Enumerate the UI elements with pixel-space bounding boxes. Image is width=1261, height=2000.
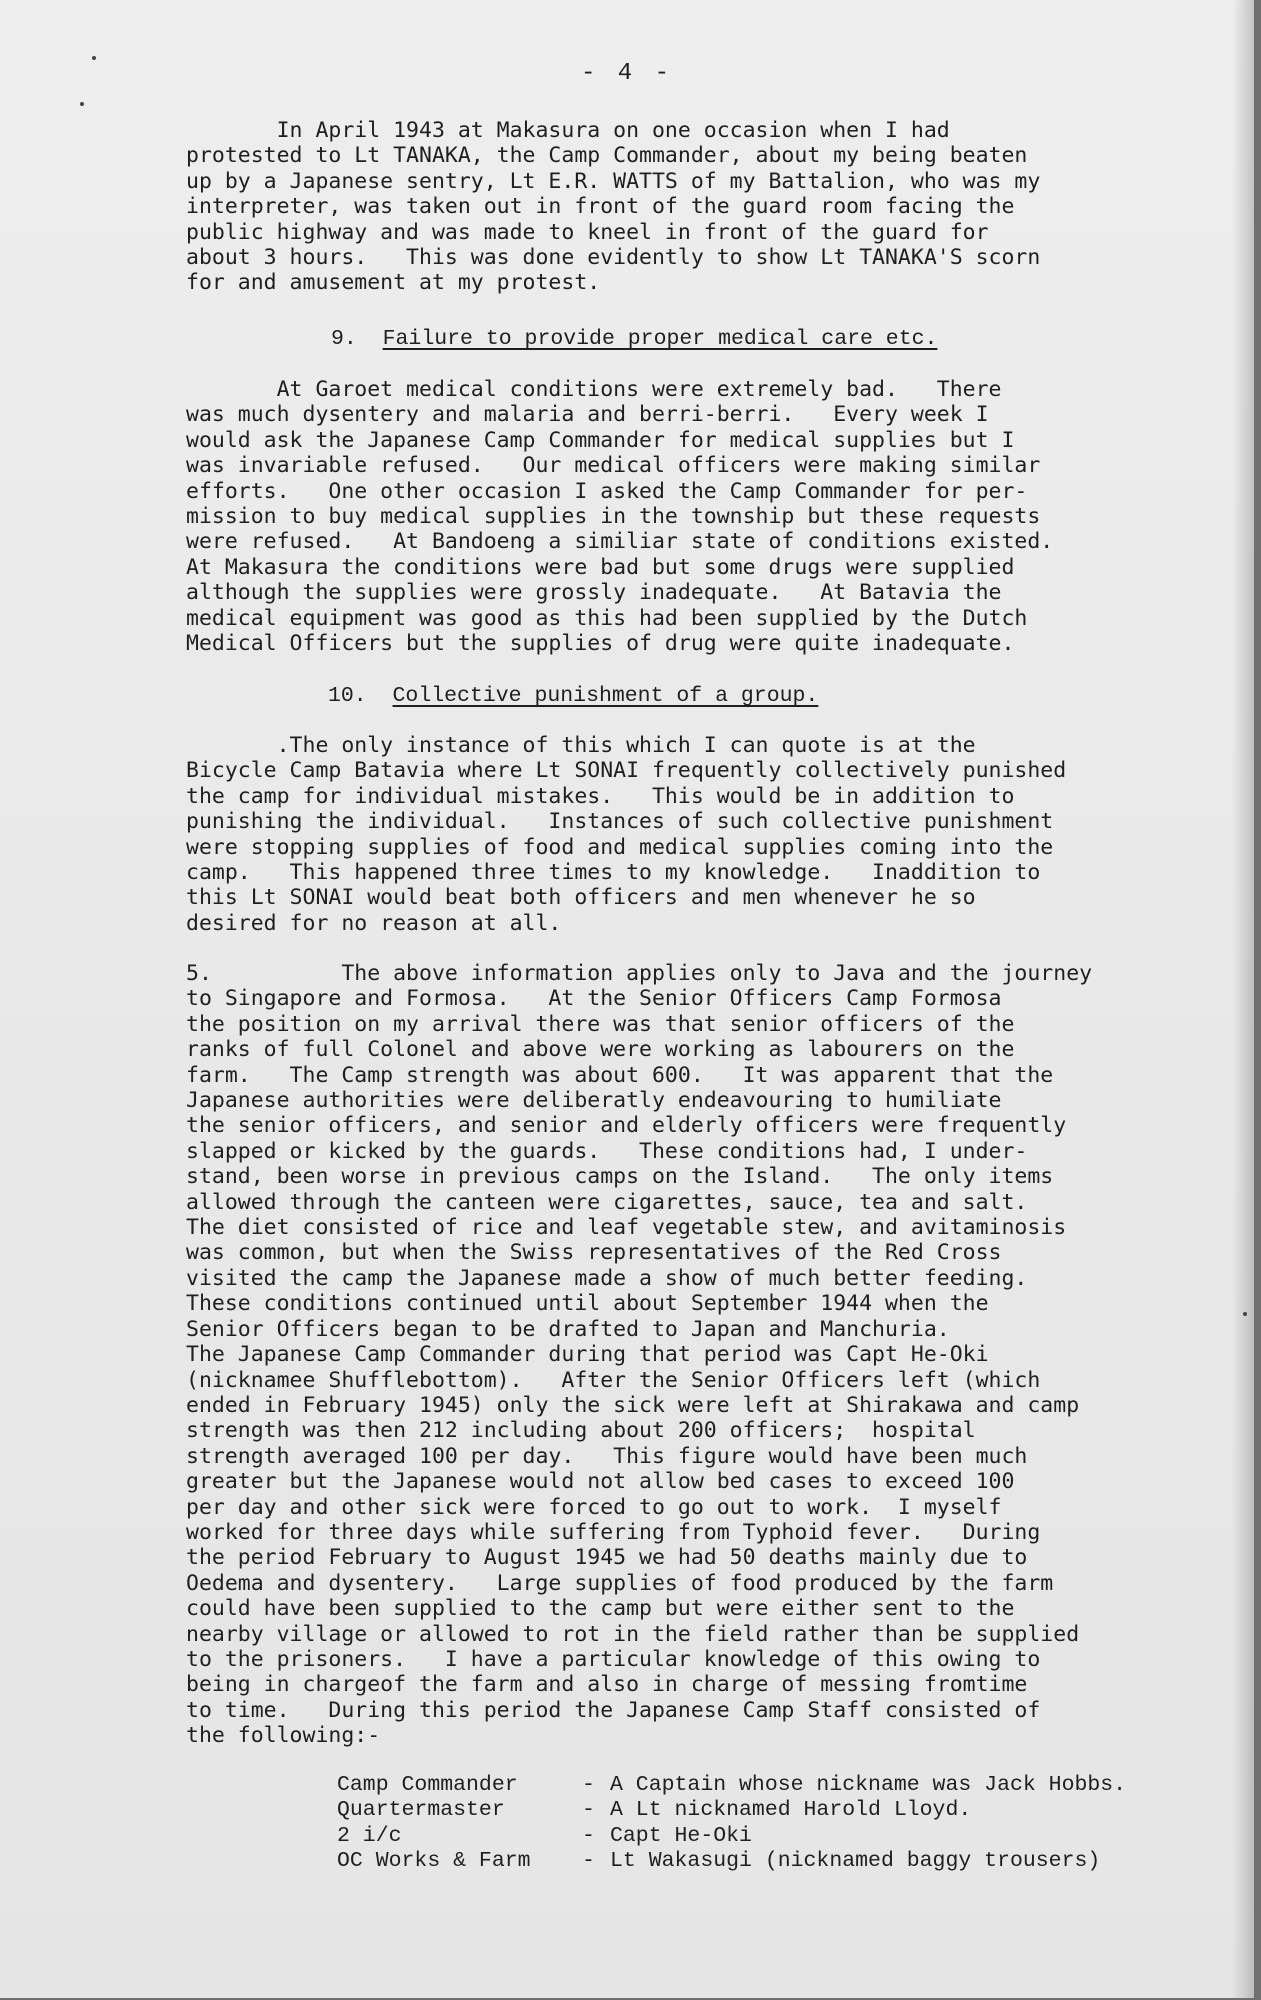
text-line: the camp for individual mistakes. This would be in addition to bbox=[186, 783, 1015, 809]
staff-row bbox=[337, 1798, 1126, 1823]
text-line: was common, but when the Swiss representatives of the Red Cross bbox=[186, 1240, 1002, 1266]
staff-row bbox=[337, 1824, 1126, 1849]
section-number: 10. bbox=[328, 684, 367, 708]
staff-separator: - bbox=[582, 1849, 595, 1874]
text-line: medical equipment was good as this had been supplied by the Dutch bbox=[186, 605, 1028, 631]
staff-row bbox=[337, 1773, 1126, 1798]
text-line: for and amusement at my protest. bbox=[186, 270, 601, 296]
staff-description: Capt He-Oki bbox=[610, 1823, 752, 1848]
text-line: to the prisoners. I have a particular knowledge of this owing to bbox=[186, 1646, 1041, 1672]
text-line: Bicycle Camp Batavia where Lt SONAI frequently collectively punished bbox=[186, 758, 1067, 784]
text-line: worked for three days while suffering from Typhoid fever. During bbox=[186, 1519, 1041, 1545]
text-line: would ask the Japanese Camp Commander for medical supplies but I bbox=[186, 427, 1015, 453]
paragraph-tanaka-incident bbox=[186, 118, 1246, 296]
text-line: could have been supplied to the camp but were either sent to the bbox=[186, 1596, 1015, 1622]
paragraph-medical-care bbox=[186, 377, 1246, 656]
paper-speck bbox=[80, 102, 84, 106]
text-line: At Makasura the conditions were bad but some drugs were supplied bbox=[186, 554, 1015, 580]
text-line: In April 1943 at Makasura on one occasion when I had bbox=[186, 118, 950, 143]
text-line: Senior Officers began to be drafted to Japan and Manchuria. bbox=[186, 1316, 950, 1342]
text-line: farm. The Camp strength was about 600. It was apparent that the bbox=[186, 1062, 1054, 1088]
text-line: the position on my arrival there was that senior officers of the bbox=[186, 1011, 1015, 1037]
text-line: efforts. One other occasion I asked the Camp Commander for per- bbox=[186, 478, 1028, 504]
text-line: punishing the individual. Instances of such collective punishment bbox=[186, 809, 1054, 835]
text-line: about 3 hours. This was done evidently to show Lt TANAKA'S scorn bbox=[186, 245, 1041, 271]
paper-speck bbox=[92, 56, 96, 60]
text-line: public highway and was made to kneel in front of the guard for bbox=[186, 219, 989, 245]
staff-description: A Lt nicknamed Harold Lloyd. bbox=[610, 1798, 972, 1823]
staff-description: Lt Wakasugi (nicknamed baggy trousers) bbox=[610, 1849, 1101, 1874]
text-line: (nicknamee Shufflebottom). After the Senior Officers left (which bbox=[186, 1367, 1041, 1393]
text-line: strength was then 212 including about 200 officers; hospital bbox=[186, 1418, 976, 1444]
text-line: desired for no reason at all. bbox=[186, 910, 562, 936]
text-line: to Singapore and Formosa. At the Senior Officers Camp Formosa bbox=[186, 986, 1002, 1012]
text-line: strength averaged 100 per day. This figure would have been much bbox=[186, 1443, 1028, 1469]
section-title: Collective punishment of a group. bbox=[392, 684, 819, 708]
text-line: mission to buy medical supplies in the township but these requests bbox=[186, 504, 1041, 530]
staff-role: Quartermaster bbox=[337, 1798, 505, 1823]
text-line: were refused. At Bandoeng a similiar state of conditions existed. bbox=[186, 529, 1054, 555]
text-line: was invariable refused. Our medical officers were making similar bbox=[186, 453, 1041, 479]
staff-separator: - bbox=[582, 1823, 595, 1848]
text-line: Japanese authorities were deliberatly endeavouring to humiliate bbox=[186, 1088, 1002, 1114]
page-number: - 4 - bbox=[580, 60, 673, 87]
paragraph-collective-punishment bbox=[186, 733, 1246, 936]
text-line: the period February to August 1945 we had 50 deaths mainly due to bbox=[186, 1545, 1028, 1571]
text-line: the senior officers, and senior and elderly officers were frequently bbox=[186, 1113, 1067, 1139]
text-line: although the supplies were grossly inadequate. At Batavia the bbox=[186, 580, 1002, 606]
text-line: was much dysentery and malaria and berri-berri. Every week I bbox=[186, 402, 989, 428]
text-line: allowed through the canteen were cigarettes, sauce, tea and salt. bbox=[186, 1189, 1028, 1215]
text-line: the following:- bbox=[186, 1723, 381, 1749]
text-line: to time. During this period the Japanese Camp Staff consisted of bbox=[186, 1697, 1041, 1723]
text-line: The Japanese Camp Commander during that period was Capt He-Oki bbox=[186, 1342, 989, 1368]
section-number: 9. bbox=[331, 327, 357, 351]
staff-role: Camp Commander bbox=[337, 1773, 518, 1797]
paragraph-formosa-camp bbox=[186, 961, 1246, 1749]
text-line: stand, been worse in previous camps on the Island. The only items bbox=[186, 1164, 1054, 1190]
text-line: visited the camp the Japanese made a show of much better feeding. bbox=[186, 1265, 1028, 1291]
staff-role: OC Works & Farm bbox=[337, 1849, 531, 1874]
staff-separator: - bbox=[582, 1798, 595, 1823]
text-line: were stopping supplies of food and medical supplies coming into the bbox=[186, 834, 1054, 860]
staff-row bbox=[337, 1849, 1126, 1874]
section-heading-9 bbox=[331, 327, 937, 352]
text-line: up by a Japanese sentry, Lt E.R. WATTS of my Battalion, who was my bbox=[186, 168, 1041, 194]
text-line: At Garoet medical conditions were extremely bad. There bbox=[186, 377, 1002, 402]
text-line: Medical Officers but the supplies of drug were quite inadequate. bbox=[186, 631, 1015, 657]
camp-staff-list bbox=[337, 1773, 1126, 1875]
staff-description: A Captain whose nickname was Jack Hobbs. bbox=[610, 1773, 1127, 1797]
text-line: The diet consisted of rice and leaf vegetable stew, and avitaminosis bbox=[186, 1215, 1067, 1241]
text-line: this Lt SONAI would beat both officers and men whenever he so bbox=[186, 885, 976, 911]
text-line: being in chargeof the farm and also in charge of messing fromtime bbox=[186, 1672, 1028, 1698]
text-line: camp. This happened three times to my knowledge. Inaddition to bbox=[186, 860, 1041, 886]
text-line: nearby village or allowed to rot in the field rather than be supplied bbox=[186, 1621, 1080, 1647]
text-line: 5. The above information applies only to Java and the journey bbox=[186, 961, 1093, 986]
text-line: slapped or kicked by the guards. These conditions had, I under- bbox=[186, 1138, 1028, 1164]
text-line: These conditions continued until about September 1944 when the bbox=[186, 1291, 989, 1317]
section-title: Failure to provide proper medical care etc. bbox=[382, 327, 938, 351]
text-line: .The only instance of this which I can quote is at the bbox=[186, 733, 976, 758]
staff-role: 2 i/c bbox=[337, 1823, 402, 1848]
section-heading-10 bbox=[328, 684, 818, 709]
text-line: protested to Lt TANAKA, the Camp Commander, about my being beaten bbox=[186, 143, 1028, 169]
staff-separator: - bbox=[582, 1773, 595, 1797]
paper-speck bbox=[1243, 1312, 1247, 1316]
text-line: interpreter, was taken out in front of the guard room facing the bbox=[186, 194, 1015, 220]
text-line: ended in February 1945) only the sick were left at Shirakawa and camp bbox=[186, 1392, 1080, 1418]
text-line: Oedema and dysentery. Large supplies of food produced by the farm bbox=[186, 1570, 1054, 1596]
text-line: ranks of full Colonel and above were working as labourers on the bbox=[186, 1037, 1015, 1063]
text-line: per day and other sick were forced to go out to work. I myself bbox=[186, 1494, 1002, 1520]
text-line: greater but the Japanese would not allow bed cases to exceed 100 bbox=[186, 1469, 1015, 1495]
